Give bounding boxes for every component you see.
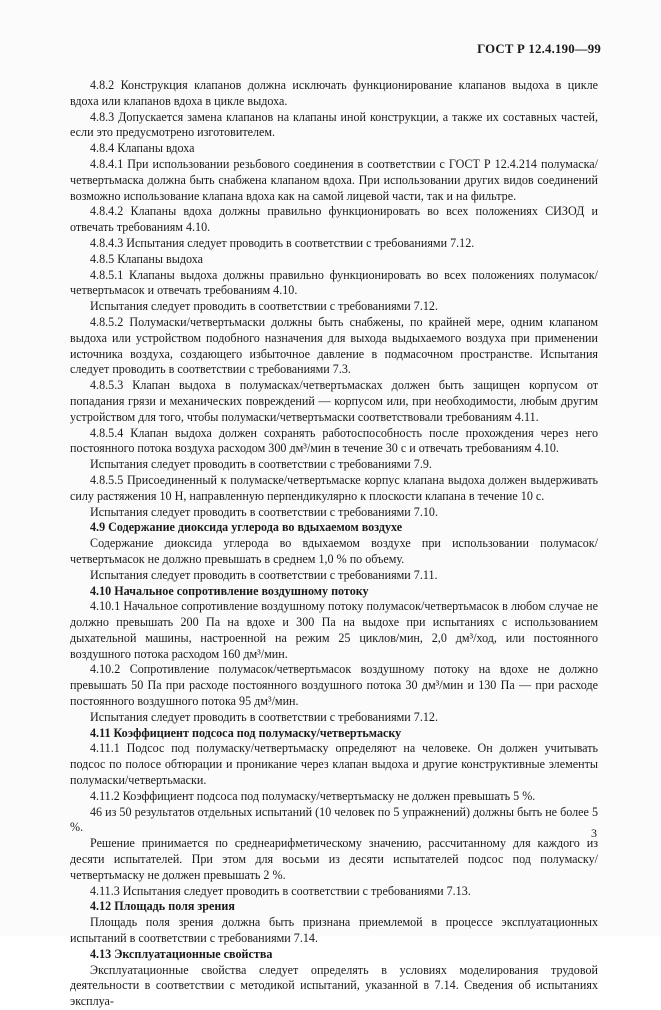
page-number: 3 xyxy=(591,826,597,840)
document-code-header: ГОСТ Р 12.4.190—99 xyxy=(477,42,601,56)
paragraph: 4.8.4.3 Испытания следует проводить в соответствии с требованиями 7.12. xyxy=(90,235,475,250)
paragraph: Содержание диоксида углерода во вдыхаемом воздухе при использовании полумасок/четвертьмасок не должно превышать в среднем 1,0 % по объему. xyxy=(70,536,598,566)
paragraph: Испытания следует проводить в соответствии с требованиями 7.10. xyxy=(90,504,438,519)
paragraph: 4.11.2 Коэффициент подсоса под полумаску/четвертьмаску не должен превышать 5 %. xyxy=(90,788,536,803)
paragraph: 4.8.5.2 Полумаски/четвертьмаски должны быть снабжены, по крайней мере, одним клапаном выдоха или устройством подобного назначения для выхода выдыхаемого воздуха при применении источника воздуха, создающего избыточное давление в подмасочном пространстве. Испытания следует проводить в соответствии с требованиями 7.3. xyxy=(70,314,598,377)
paragraph: 4.8.2 Конструкция клапанов должна исключать функционирование клапанов выдоха в цикле вдоха или клапанов вдоха в цикле выдоха. xyxy=(70,78,598,108)
paragraph: 4.8.5.5 Присоединенный к полумаске/четвертьмаске корпус клапана выдоха должен выдерживать силу растяжения 10 Н, направленную перпендикулярно к плоскости клапана в течение 10 с. xyxy=(70,472,598,503)
paragraph: Испытания следует проводить в соответствии с требованиями 7.12. xyxy=(90,299,438,314)
paragraph: 4.11.3 Испытания следует проводить в соответствии с требованиями 7.13. xyxy=(90,883,471,898)
section-heading: 4.9 Содержание диоксида углерода во вдыхаемом воздухе xyxy=(90,520,403,535)
section-heading: 4.10 Начальное сопротивление воздушному потоку xyxy=(90,583,369,598)
paragraph: 4.8.5 Клапаны выдоха xyxy=(90,251,203,266)
paragraph: Испытания следует проводить в соответствии с требованиями 7.11. xyxy=(90,567,438,582)
paragraph: Решение принимается по среднеарифметическому значению, рассчитанному для каждого из десяти испытателей. При этом для восьми из десяти испытателей подсос под полумаску/четвертьмаску не должен превышать 2 %. xyxy=(70,836,598,882)
document-body xyxy=(70,78,598,1010)
paragraph: Эксплуатационные свойства следует определять в условиях моделирования трудовой деятельности в соответствии с методикой испытаний, указанной в 7.14. Сведения об испытаниях эксплуа- xyxy=(70,962,598,1009)
paragraph: 4.8.4 Клапаны вдоха xyxy=(90,141,195,156)
paragraph: 4.11.1 Подсос под полумаску/четвертьмаску определяют на человеке. Он должен учитывать подсос по полосе обтюрации и проникание через клапан выдоха и другие конструктивные элементы полумаски/четвертьмаски. xyxy=(70,741,598,788)
paragraph: 46 из 50 результатов отдельных испытаний (10 человек по 5 упражнений) должны быть не более 5 %. xyxy=(70,804,598,835)
section-heading: 4.13 Эксплуатационные свойства xyxy=(90,946,273,961)
paragraph: 4.10.2 Сопротивление полумасок/четвертьмасок воздушному потоку на вдохе не должно превышать 50 Па при расходе постоянного воздушного потока 30 дм³/мин и 130 Па — при расходе постоянного воздушного потока 95 дм³/мин. xyxy=(70,662,598,709)
paragraph: 4.8.5.1 Клапаны выдоха должны правильно функционировать во всех положениях полумасок/четвертьмасок и отвечать требованиям 4.10. xyxy=(70,267,598,298)
paragraph: 4.8.4.1 При использовании резьбового соединения в соответствии с ГОСТ Р 12.4.214 полумаска/четвертьмаска должна быть снабжена клапаном вдоха. При использовании других видов соединений возможно использование клапана вдоха как на самой лицевой части, так и на фильтре. xyxy=(70,156,598,203)
paragraph: Испытания следует проводить в соответствии с требованиями 7.9. xyxy=(90,457,432,472)
paragraph: Испытания следует проводить в соответствии с требованиями 7.12. xyxy=(90,709,438,724)
paragraph: Площадь поля зрения должна быть признана приемлемой в процессе эксплуатационных испытаний в соответствии с требованиями 7.14. xyxy=(70,915,598,946)
paragraph: 4.8.3 Допускается замена клапанов на клапаны иной конструкции, а также их составных частей, если это предусмотрено изготовителем. xyxy=(70,109,598,140)
section-heading: 4.12 Площадь поля зрения xyxy=(90,899,235,914)
section-heading: 4.11 Коэффициент подсоса под полумаску/четвертьмаску xyxy=(90,725,402,740)
paragraph: 4.8.5.3 Клапан выдоха в полумасках/четвертьмасках должен быть защищен корпусом от попадания грязи и механических повреждений — корпусом или, при необходимости, любым другим устройством для того, чтобы полумаски/четвертьмаски соответствовали требованиям 4.11. xyxy=(70,378,598,424)
paragraph: 4.8.5.4 Клапан выдоха должен сохранять работоспособность после прохождения через него постоянного потока воздуха расходом 300 дм³/мин в течение 30 с и отвечать требованиям 4.10. xyxy=(70,425,598,456)
paragraph: 4.8.4.2 Клапаны вдоха должны правильно функционировать во всех положениях СИЗОД и отвечать требованиям 4.10. xyxy=(70,204,598,235)
paragraph: 4.10.1 Начальное сопротивление воздушному потоку полумасок/четвертьмасок в любом случае не должно превышать 200 Па на вдохе и 300 Па на выдохе при испытаниях с использованием дыхательной машины, настроенной на режим 25 циклов/мин, 2,0 дм³/ход, или постоянного воздушного потока расходом 160 дм³/мин. xyxy=(70,599,598,661)
